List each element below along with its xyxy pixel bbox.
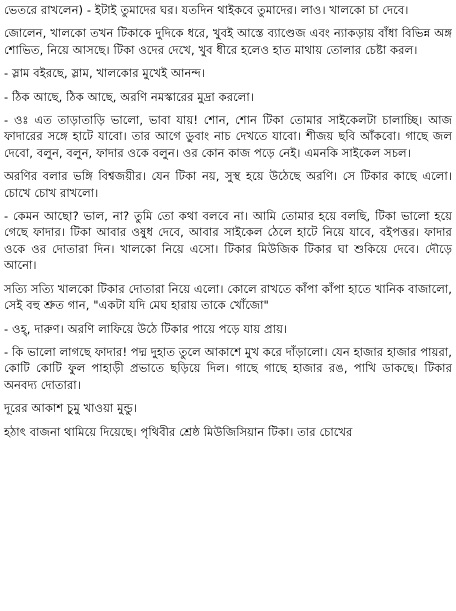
paragraph-9: - ওহ্, দারুণ। অরণি লাফিয়ে উঠে টিকার পায়ে পড়ে যায় প্রায়। (4, 321, 288, 336)
paragraph-4: - ঠিক আছে, ঠিক আছে, অরণি নমস্কারের মুদ্রা করলো। (4, 89, 255, 104)
paragraph-2: জোলেন, খালকো তখন টিকাকে দুদিকে ধরে, খুবই আস্তে ব্যাণ্ডেজ এবং ন্যাকড়ায় বাঁধা বিভিন্ন অঙ্গ শোভিত, নিয়ে আসছে। টিকা ওদের দেখে, খুব ধীরে হলেও হাত মাথায় তোলার চেষ্টা করল। (4, 26, 452, 57)
paragraph-7: - কেমন আছো? ভাল, না? তুমি তো কথা বলবে না। আমি তোমার হয়ে বলছি, টিকা ভালো হয়ে গেছে ফাদার। টিকা আবার ওষুধ দেবে, আবার সাইকেল ঠেলে হাটে নিয়ে যাবে, বইপত্তর। ফাদার ওকে ওর দোতারা দিন। খালকো নিয়ে এসো। টিকার মিউজিক টিকার ঘা শুকিয়ে দেবে। দৌড়ে আনো। (4, 209, 452, 273)
paragraph-10: - কি ভালো লাগছে ফাদার! পদ্ম দুহাত তুলে আকাশে মুখ করে দাঁড়ালো। যেন হাজার হাজার পায়রা, কোটি কোটি ফুল পাহাড়ী প্রভাতে ছড়িয়ে দিল। গাছে গাছে হাজার রঙ, পাখি ডাকছে। টিকার অনবদ্য দোতারা। (4, 344, 452, 392)
paragraph-11: দূরের আকাশ চুমু খাওয়া মুন্ডু। (4, 401, 138, 416)
paragraph-6: অরণির বলার ভঙ্গি বিশ্বজয়ীর। যেন টিকা নয়, সুস্থ হয়ে উঠেছে অরণি। সে টিকার কাছে এলো। চোখে চোখ রাখলো। (4, 169, 452, 200)
paragraph-12: হঠাৎ বাজনা থামিয়ে দিয়েছে। পৃথিবীর শ্রেষ্ঠ মিউজিসিয়ান টিকা। তার চোখের (4, 424, 353, 439)
paragraph-3: - স্লাম বইরছে, স্লাম, খালকোর মুখেই আনন্দ। (4, 66, 206, 81)
paragraph-8: সত্যি সত্যি খালকো টিকার দোতারা নিয়ে এলো। কোলে রাখতে কাঁপা কাঁপা হাতে খানিক বাজালো, সেই বহু শ্রুত গান, "একটা যদি মেঘ হারায় তাকে খোঁজো" (4, 281, 452, 313)
paragraph-5: - ওঃ এত তাড়াতাড়ি ভালো, ভাবা যায়! শোন, শোন টিকা তোমার সাইকেলটা চালাচ্ছি। আজ ফাদারের সঙ্গে হাটে যাবো। তার আগে ডুবাং নাচ দেখতে যাবো। শীজয় ছবি আঁকবো। গাছে জল দেবো, বলুন, বলুন, ফাদার ওকে বলুন। ওর কোন কাজ পড়ে নেই। এমনকি সাইকেল সচল। (4, 113, 452, 160)
paragraph-1: ভেতরে রাখলেন) - ইটাই তুমাদের ঘর। যতদিন থাইকবে তুমাদের। লাও। খালকো চা দেবে। (4, 3, 409, 17)
